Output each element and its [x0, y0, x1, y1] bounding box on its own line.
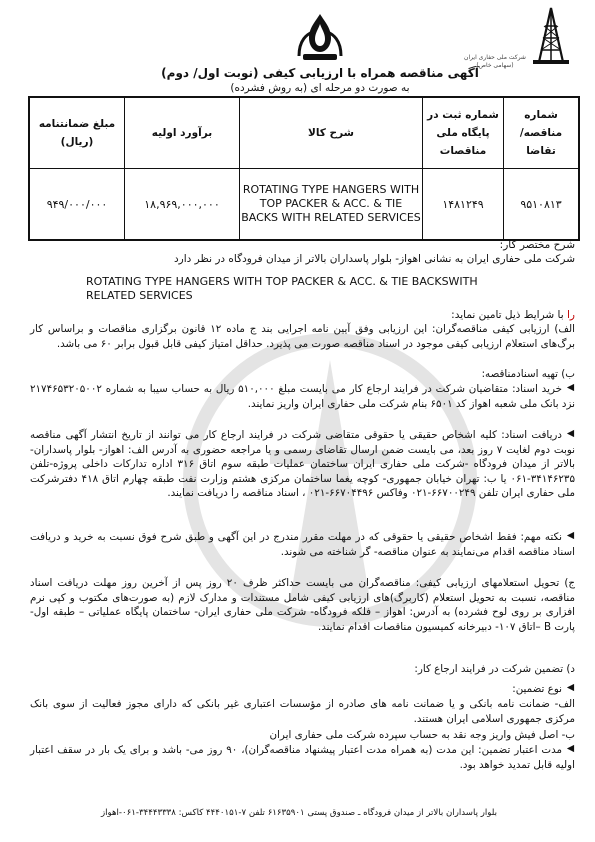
- conditions-red-word: را: [567, 309, 575, 321]
- para-note-text: نکته مهم: فقط اشخاص حقیقی یا حقوقی که در مهلت مقرر مندرج در این آگهی و طبق شرح فوق نسبت به خرید و دریافت اسناد مناقصه اقدام می‌نمایند به عنوان مناقصه- گر شناخته می شوند.: [30, 531, 575, 558]
- conditions-intro-text: با شرایط ذیل تامین نماید:: [451, 309, 564, 321]
- cell-registry-no: ۱۴۸۱۲۴۹: [423, 169, 504, 241]
- guarantee-type-label: نوع تضمین:: [512, 683, 562, 695]
- guarantee-type: [30, 682, 575, 697]
- para-buy-text: خرید اسناد: متقاضیان شرکت در فرایند ارجاع کار می بایست مبلغ ۵۱۰,۰۰۰ ریال به حساب سیبا به شماره ۲۱۷۴۶۵۳۲۰۵۰۰۲ نزد بانک ملی شعبه اهواز کد ۶۵۰۱ بنام شرکت ملی حفاری ایران واریز نمایند.: [30, 383, 575, 410]
- col-tender-no: شماره مناقصه/ تقاضا: [504, 97, 580, 169]
- guarantee-validity: [30, 743, 575, 772]
- conditions-intro: [30, 308, 575, 322]
- bullet-arrow-icon: [566, 744, 575, 753]
- para-note: [30, 530, 575, 559]
- para-alef: الف) ارزیابی کیفی مناقصه‌گران: این ارزیابی وفق آیین نامه اجرایی بند ج ماده ۱۲ قانون برگزاری مناقصات و براساس کار برگ‌های استعلام ارزیابی کیفی موجود در اسناد مناقصه صورت می پذیرد. حداقل امتیاز کیفی قابل قبول برابر ۶۰ می باشد.: [30, 323, 576, 350]
- para-dal: د) تضمین شرکت در فرایند ارجاع کار:: [414, 663, 575, 675]
- bullet-arrow-icon: [566, 683, 575, 692]
- bullet-arrow-icon: [566, 531, 575, 540]
- para-be: ب) تهیه اسنادمناقصه:: [481, 368, 575, 380]
- cell-guarantee: ۹۴۹/۰۰۰/۰۰۰: [29, 169, 125, 241]
- para-jim: ج) تحویل استعلامهای ارزیابی کیفی: مناقصه‌گران می بایست حداکثر ظرف ۲۰ روز پس از آخرین روز مهلت دریافت اسناد مناقصه، نسبت به تحویل استعلام (کاربرگ)های ارزیابی کیفی شامل مستندات و مدارک لازم (به صورت‌های مکتوب و کپی نرم افزاری بر روی لوح فشرده) به آدرس: اهواز – فلکه فرودگاه- شرکت ملی حفاری ایران- ساختمان پایگاه عملیاتی – طبقه اول- پارت B –اتاق ۱۰۷- دبیرخانه کمیسیون مناقصات اقدام نمایند.: [30, 577, 576, 633]
- tender-table: [28, 96, 580, 241]
- cell-estimate: ۱۸,۹۶۹,۰۰۰,۰۰۰: [125, 169, 240, 241]
- company-small-type: (سهامی خاص): [476, 62, 514, 69]
- company-small-name: شرکت ملی حفاری ایران: [464, 54, 526, 61]
- guarantee-alef: الف- ضمانت نامه بانکی و یا ضمانت نامه های صادره از مؤسسات اعتباری غیر بانکی که دارای مجوز فعالیت از سوی بانک مرکزی جمهوری اسلامی ایران هستند.: [30, 698, 575, 725]
- cell-tender-no: ۹۵۱۰۸۱۳: [504, 169, 580, 241]
- table-row: [29, 169, 579, 241]
- oil-ministry-emblem-icon: [293, 10, 347, 64]
- footer-address: بلوار پاسداران بالاتر از میدان فرودگاه ـ صندوق پستی ۶۱۶۳۵۹۰۱ تلفن ۷-۴۴۴۰۱۵۱ کاکس: ۳۴۴۴۳۳۳۸-۰۶۱-اهواز: [101, 808, 497, 818]
- col-registry-no: شماره ثبت در پایگاه ملی مناقصات: [423, 97, 504, 169]
- bullet-arrow-icon: [566, 429, 575, 438]
- summary-text: شرکت ملی حفاری ایران به نشانی اهواز- بلوار پاسداران بالاتر از میدان فرودگاه در نظر دارد: [173, 253, 575, 265]
- para-buy: [30, 382, 575, 411]
- para-receive-text: دریافت اسناد: کلیه اشخاص حقیقی یا حقوقی متقاضی شرکت در فرایند ارجاع کار می توانند از تاریخ انتشار آگهی مناقصه نوبت دوم لغایت ۷ روز بعد، می بایست ضمن ارسال تقاضای رسمی و یا مراجعه حضوری به آدرس الف: اهواز- بلوار پاسداران- بالاتر از میدان فرودگاه -شرکت ملی حفاری ایران ساختمان عملیات طبقه سوم اتاق ۳۱۶ اداره تدارکات داخلی پروژه-تلفن ۳۴۱۴۶۲۳۵-۰۶۱ یا ب: تهران خیابان جمهوری- کوچه یغما ساختمان مرکزی هشتم وزارت نفت طبقه چهارم اتاق ۴۱۸ دفترشرکت ملی حفاری ایران تلفن ۶۶۷۰۰۲۴۹-۰۲۱ وفاکس ۶۶۷۰۴۴۹۶-۰۲۱ ، اسناد مناقصه را دریافت نمایند.: [30, 429, 576, 500]
- table-header-row: [29, 97, 579, 169]
- col-estimate: برآورد اولیه: [125, 97, 240, 169]
- page-subtitle: به صورت دو مرحله ای (به روش فشرده): [230, 82, 410, 94]
- guarantee-be: ب- اصل فیش واریز وجه نقد به حساب سپرده شرکت ملی حفاری ایران: [269, 729, 575, 741]
- guarantee-validity-text: مدت اعتبار تضمین: این مدت (به همراه مدت اعتبار پیشنهاد مناقصه‌گران)، ۹۰ روز می- باشد و برای یک بار در سقف اعتبار اولیه قابل تمدید خواهد بود.: [30, 744, 575, 771]
- page-title: آگهی مناقصه همراه با ارزیابی کیفی (نوبت اول/ دوم): [161, 66, 479, 80]
- col-guarantee: مبلغ ضمانتنامه (ریال): [29, 97, 125, 169]
- cell-description: ROTATING TYPE HANGERS WITH TOP PACKER & ACC. & TIE BACKS WITH RELATED SERVICES: [240, 169, 423, 241]
- para-receive: [30, 428, 575, 501]
- drilling-rig-logo-icon: [531, 6, 571, 64]
- bullet-arrow-icon: [566, 383, 575, 392]
- col-description: شرح کالا: [240, 97, 423, 169]
- english-item-name: ROTATING TYPE HANGERS WITH TOP PACKER & ACC. & TIE BACKSWITH RELATED SERVICES: [86, 275, 478, 302]
- summary-label: شرح مختصر کار:: [499, 239, 575, 251]
- header-logos: [255, 6, 590, 68]
